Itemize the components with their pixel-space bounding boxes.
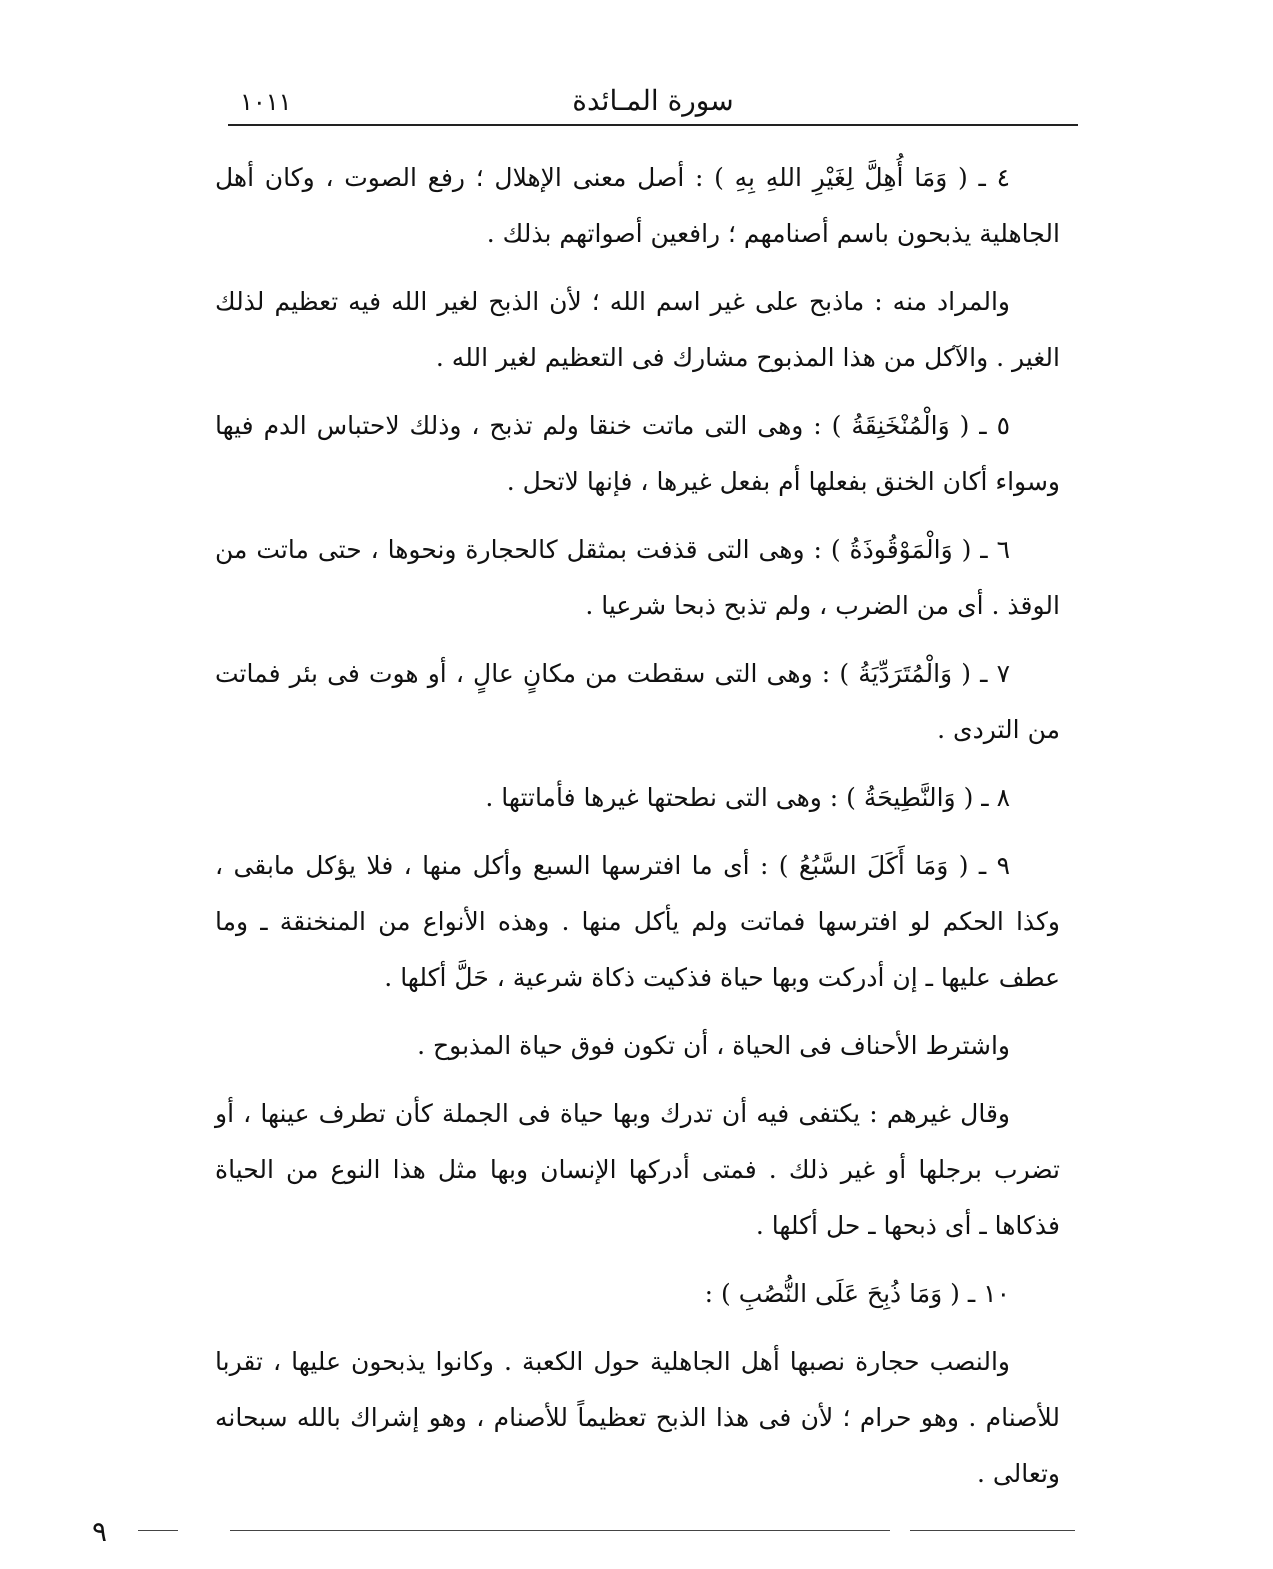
- paragraph-verse-5: ٥ ـ ( وَالْمُنْخَنِقَةُ ) : وهى التى ماتت خنقا ولم تذبح ، وذلك لاحتباس الدم فيها وسواء أكان الخنق بفعلها أم بفعل غيرها ، فإنها لاتحل .: [215, 411, 1060, 496]
- footer-divider: [910, 1530, 1075, 1531]
- paragraph-verse-6: ٦ ـ ( وَالْمَوْقُوذَةُ ) : وهى التى قذفت بمثقل كالحجارة ونحوها ، حتى ماتت من الوقذ . أى من الضرب ، ولم تذبح ذبحا شرعيا .: [215, 535, 1060, 620]
- paragraph-verse-7: ٧ ـ ( وَالْمُتَرَدِّيَةُ ) : وهى التى سقطت من مكانٍ عالٍ ، أو هوت فى بئر فماتت من التردى .: [215, 659, 1060, 744]
- paragraph-ahnaf-condition: واشترط الأحناف فى الحياة ، أن تكون فوق حياة المذبوح .: [417, 1031, 1010, 1060]
- header-divider: [228, 124, 1078, 126]
- paragraph-verse-4: ٤ ـ ( وَمَا أُهِلَّ لِغَيْرِ اللهِ بِهِ ) : أصل معنى الإهلال ؛ رفع الصوت ، وكان أهل الجاهلية يذبحون باسم أصنامهم ؛ رافعين أصواتهم بذلك .: [215, 163, 1060, 248]
- footer-divider: [230, 1530, 890, 1531]
- signature-mark: ٩: [92, 1515, 108, 1548]
- page-header: [230, 80, 1076, 120]
- paragraph-others-opinion: وقال غيرهم : يكتفى فيه أن تدرك وبها حياة فى الجملة كأن تطرف عينها ، أو تضرب برجلها أو غير ذلك . فمتى أدركها الإنسان وبها مثل هذا النوع من الحياة فذكاها ـ أى ذبحها ـ حل أكلها .: [215, 1099, 1060, 1240]
- paragraph-verse-8: ٨ ـ ( وَالنَّطِيحَةُ ) : وهى التى نطحتها غيرها فأماتتها .: [485, 783, 1010, 812]
- page-number: ١٠١١: [240, 88, 292, 116]
- paragraph-nusub: والنصب حجارة نصبها أهل الجاهلية حول الكعبة . وكانوا يذبحون عليها ، تقربا للأصنام . وهو حرام ؛ لأن فى هذا الذبح تعظيماً للأصنام ، وهو إشراك بالله سبحانه وتعالى .: [215, 1347, 1060, 1488]
- paragraph-verse-10: ١٠ ـ ( وَمَا ذُبِحَ عَلَى النُّصُبِ ) :: [704, 1279, 1010, 1308]
- surah-title: سورة المـائدة: [572, 84, 734, 117]
- footer-divider: [138, 1530, 178, 1531]
- paragraph-verse-9: ٩ ـ ( وَمَا أَكَلَ السَّبُعُ ) : أى ما افترسها السبع وأكل منها ، فلا يؤكل مابقى ، وكذا الحكم لو افترسها فماتت ولم يأكل منها . وهذه الأنواع من المنخنقة ـ وما عطف عليها ـ إن أدركت وبها حياة فذكيت ذكاة شرعية ، حَلَّ أكلها .: [215, 851, 1060, 992]
- page-body: [215, 150, 1060, 1514]
- paragraph-verse-4-meaning: والمراد منه : ماذبح على غير اسم الله ؛ لأن الذبح لغير الله فيه تعظيم لذلك الغير . والآكل من هذا المذبوح مشارك فى التعظيم لغير الله .: [215, 287, 1060, 372]
